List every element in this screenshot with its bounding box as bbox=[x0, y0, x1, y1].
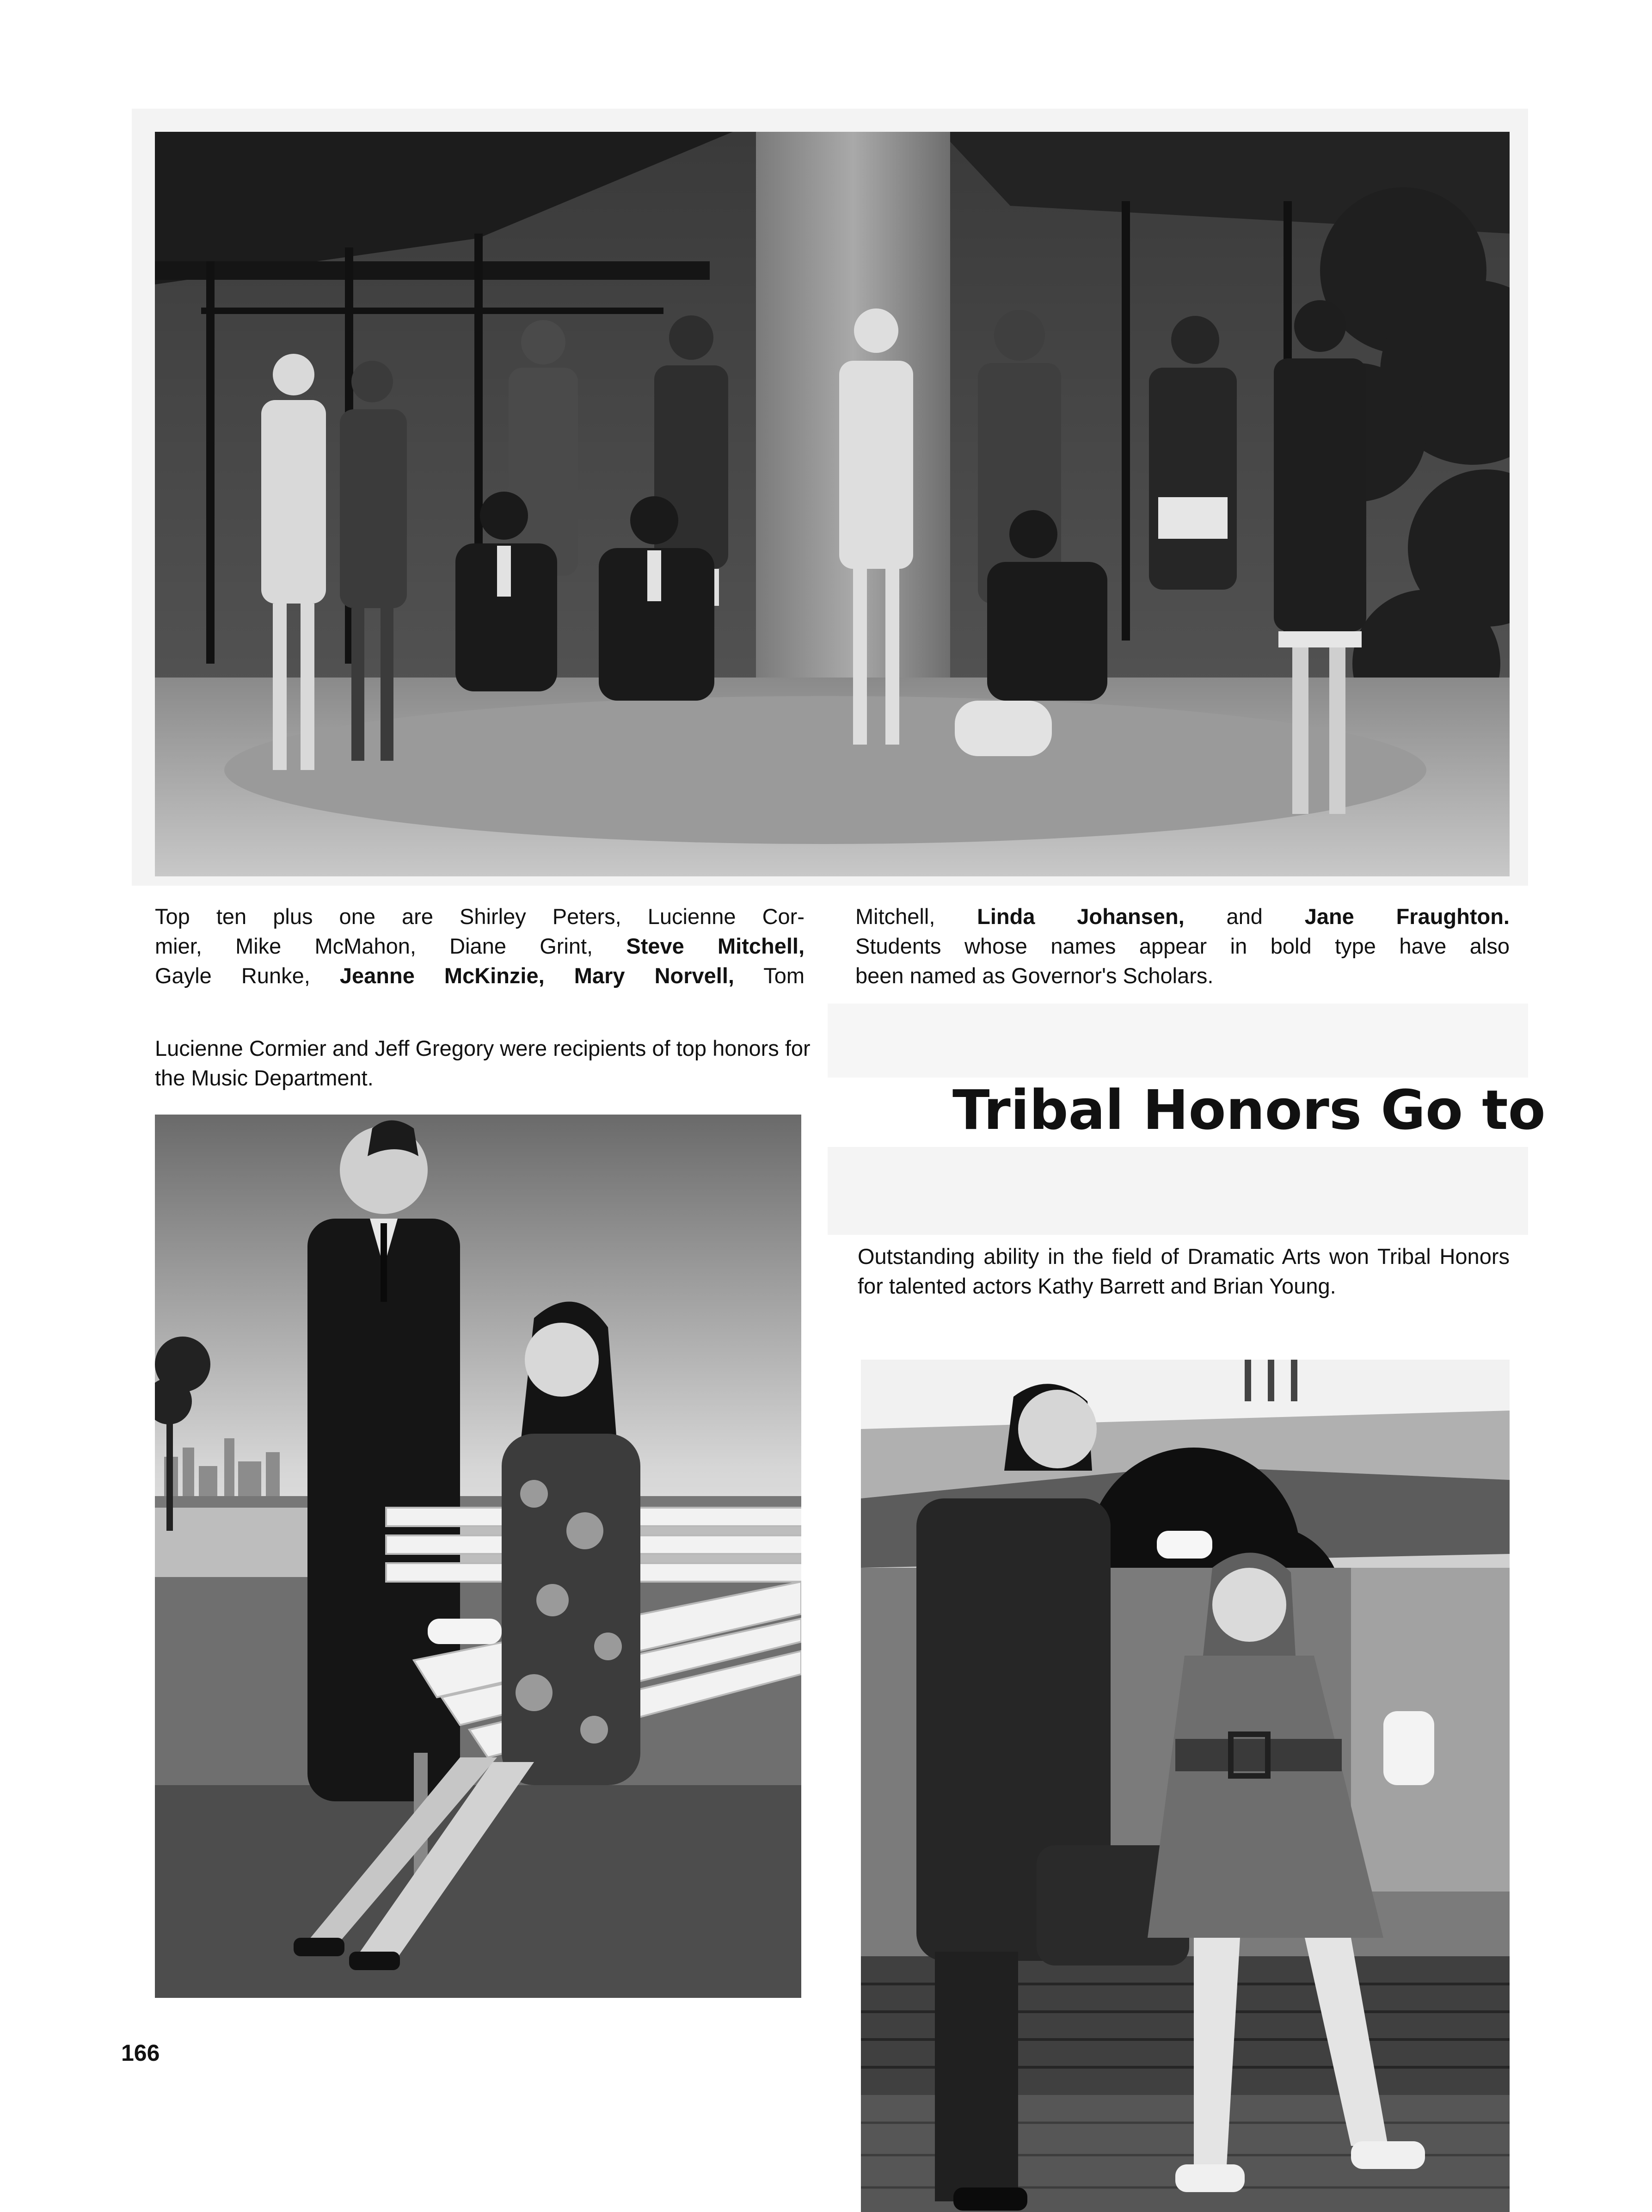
headline-band bbox=[828, 1147, 1528, 1235]
caption-text: Top ten plus one are Shirley Peters, Lucienne Cor- bbox=[155, 904, 805, 929]
group-photo bbox=[155, 132, 1510, 876]
caption-text: mier, Mike McMahon, Diane Grint, bbox=[155, 934, 626, 958]
caption-line bbox=[855, 931, 1510, 961]
caption-text: Tom bbox=[734, 963, 805, 988]
group-photo-caption-right bbox=[855, 902, 1510, 991]
page-number: 166 bbox=[121, 2040, 160, 2066]
drama-photo bbox=[861, 1360, 1510, 2212]
page-shade-right bbox=[828, 1004, 1528, 1078]
drama-caption: Outstanding ability in the field of Dramatic Arts won Tribal Honors for talented actors Kathy Barrett and Brian Young. bbox=[858, 1244, 1510, 1298]
scholar-name: Linda Johansen, bbox=[977, 904, 1185, 929]
music-caption: Lucienne Cormier and Jeff Gregory were recipients of top honors for the Music Department. bbox=[155, 1036, 811, 1090]
headline: Tribal Honors Go to bbox=[952, 1078, 1546, 1142]
caption-line bbox=[155, 931, 805, 961]
caption-text: Mitchell, bbox=[855, 904, 977, 929]
caption-text: Students whose names appear in bold type have also bbox=[855, 934, 1510, 958]
caption-line bbox=[155, 961, 805, 991]
group-photo-caption-left bbox=[155, 902, 805, 991]
caption-text: been named as Governor's Scholars. bbox=[855, 963, 1214, 988]
caption-text: Gayle Runke, bbox=[155, 963, 340, 988]
caption-line bbox=[155, 902, 805, 931]
caption-line bbox=[855, 961, 1510, 991]
caption-line bbox=[855, 902, 1510, 931]
music-photo bbox=[155, 1115, 801, 1998]
scholar-name: Jane Fraughton. bbox=[1304, 904, 1510, 929]
caption-text: and bbox=[1184, 904, 1305, 929]
scholar-name: Jeanne McKinzie, Mary Norvell, bbox=[339, 963, 734, 988]
scholar-name: Steve Mitchell, bbox=[626, 934, 805, 958]
